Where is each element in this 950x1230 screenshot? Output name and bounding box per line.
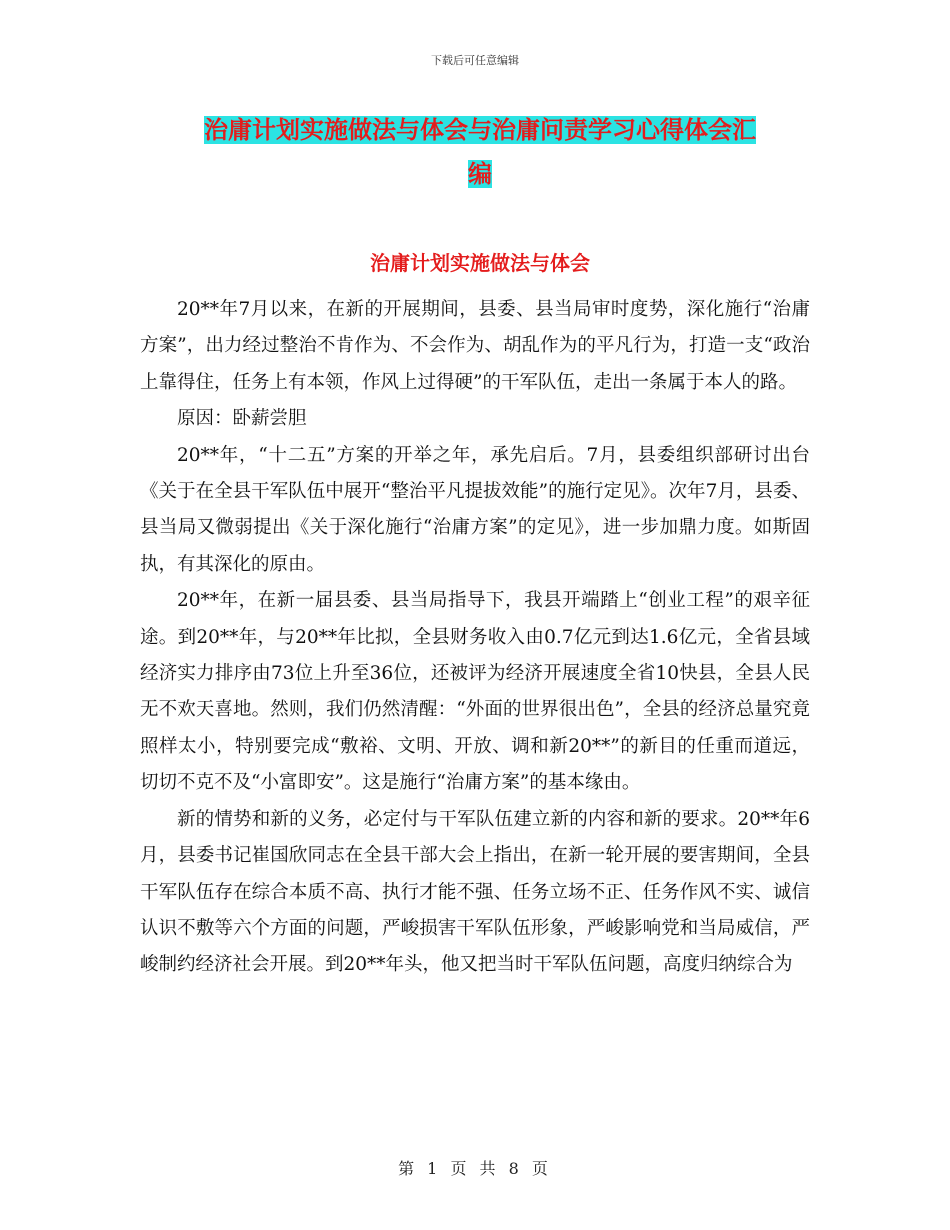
paragraph-5: 新的情势和新的义务，必定付与干军队伍建立新的内容和新的要求。20**年6月，县委书记崔国欣同志在全县干部大会上指出，在新一轮开展的要害期间，全县干军队伍存在综合本质不高、执行才能不强、任务立场不正、任务作风不实、诚信认识不敷等六个方面的问题，严峻损害干军队伍形象，严峻影响党和当局威信，严峻制约经济社会开展。到20**年头，他又把当时干军队伍问题，高度归纳综合为 (140, 808, 810, 976)
title-line-2: 编 (468, 160, 492, 188)
document-title (140, 108, 820, 196)
section-heading: 治庸计划实施做法与体会 (370, 251, 590, 275)
title-line-1: 治庸计划实施做法与体会与治庸问责学习心得体会汇 (204, 116, 756, 144)
page-header: 下载后可任意编辑 (431, 54, 519, 67)
paragraph-3: 20**年，“十二五”方案的开举之年，承先启后。7月，县委组织部研讨出台《关于在全县干军队伍中展开“整治平凡提拔效能”的施行定见》。次年7月，县委、县当局又微弱提出《关于深化施行“治庸方案”的定见》，进一步加鼎力度。如斯固执，有其深化的原由。 (140, 444, 810, 575)
paragraph-4: 20**年，在新一届县委、县当局指导下，我县开端踏上“创业工程”的艰辛征途。到20**年，与20**年比拟，全县财务收入由0.7亿元到达1.6亿元，全省县域经济实力排序由73位上升至36位，还被评为经济开展速度全省10快县，全县人民无不欢天喜地。然则，我们仍然清醒：“外面的世界很出色”，全县的经济总量究竟照样太小，特别要完成“敷裕、文明、开放、调和新20**”的新目的任重而道远，切切不克不及“小富即安”。这是施行“治庸方案”的基本缘由。 (140, 590, 810, 794)
paragraph-1: 20**年7月以来，在新的开展期间，县委、县当局审时度势，深化施行“治庸方案”，出力经过整治不肯作为、不会作为、胡乱作为的平凡行为，打造一支“政治上靠得住，任务上有本领，作风上过得硬”的干军队伍，走出一条属于本人的路。 (140, 299, 810, 393)
paragraph-2: 原因：卧薪尝胆 (177, 408, 307, 430)
document-body (140, 292, 810, 984)
page-number: 第 1 页 共 8 页 (398, 1159, 552, 1178)
